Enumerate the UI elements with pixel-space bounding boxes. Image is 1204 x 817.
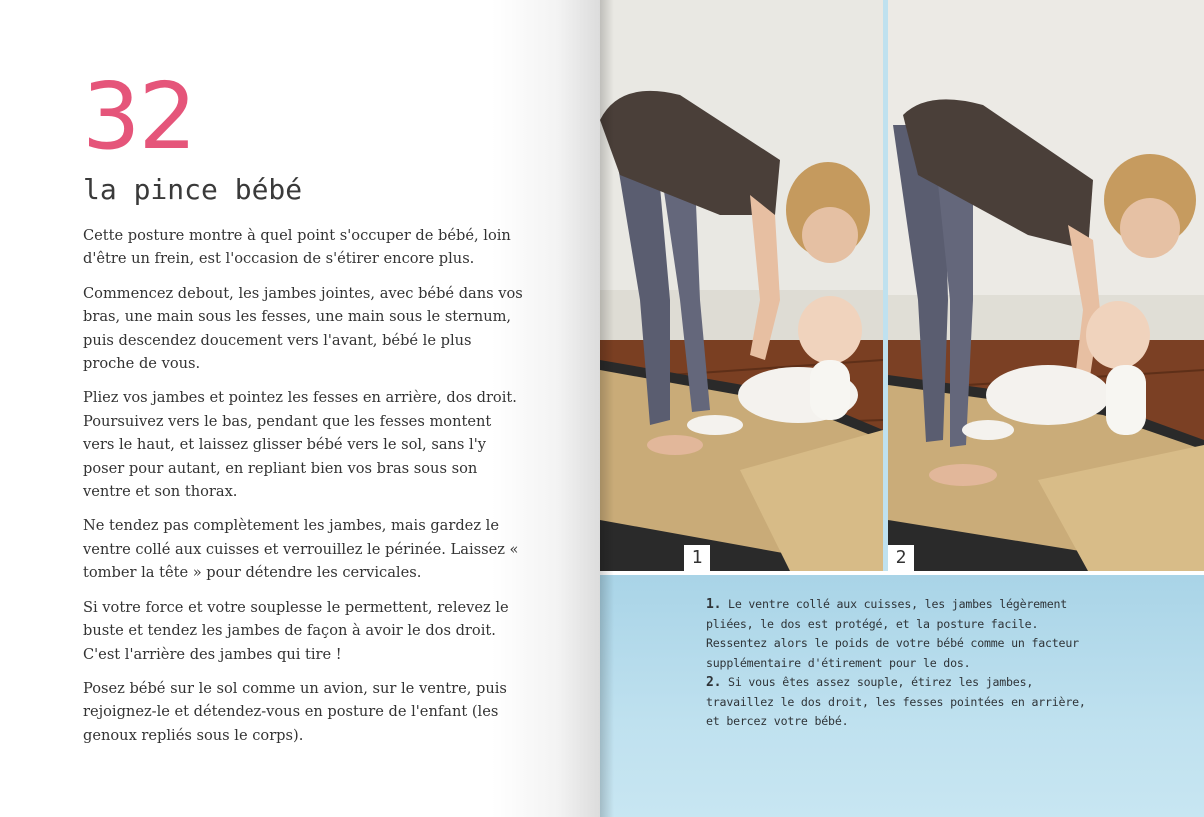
paragraph: Posez bébé sur le sol comme un avion, sur le ventre, puis rejoignez-le et détendez-vous en posture de l'enfant (les genoux repliés sous le corps).	[83, 679, 507, 744]
caption-body: Si vous êtes assez souple, étirez les jambes, travaillez le dos droit, les fesses pointées en arrière, et bercez votre bébé.	[706, 675, 1086, 728]
right-page	[600, 0, 1204, 817]
photo-step-2	[888, 0, 1204, 571]
caption-text	[706, 595, 1086, 732]
paragraph: Cette posture montre à quel point s'occuper de bébé, loin d'être un frein, est l'occasion de s'étirer encore plus.	[83, 227, 511, 268]
chapter-number: 32	[82, 63, 196, 170]
caption-body: Le ventre collé aux cuisses, les jambes légèrement pliées, le dos est protégé, et la posture facile. Ressentez alors le poids de votre bébé comme un facteur supplémentaire d'étirement pour le dos.	[706, 597, 1079, 670]
page-gutter	[600, 0, 614, 817]
paragraph: Si votre force et votre souplesse le permettent, relevez le buste et tendez les jambes de façon à avoir le dos droit. C'est l'arrière des jambes qui tire !	[83, 598, 509, 663]
paragraph: Ne tendez pas complètement les jambes, mais gardez le ventre collé aux cuisses et verrouillez le périnée. Laissez « tomber la tête » pour détendre les cervicales.	[83, 517, 519, 582]
left-page	[0, 0, 600, 817]
caption-panel	[600, 571, 1204, 817]
caption-number: 1.	[706, 597, 722, 612]
body-text	[83, 224, 523, 758]
photo-step-1	[600, 0, 883, 571]
photo-number: 1	[684, 545, 710, 571]
paragraph: Pliez vos jambes et pointez les fesses en arrière, dos droit. Poursuivez vers le bas, pendant que les fesses montent vers le haut, et laissez glisser bébé vers le sol, sans l'y poser pour autant, en repliant bien vos bras sous son ventre et son thorax.	[83, 389, 517, 501]
chapter-title: la pince bébé	[83, 173, 303, 206]
photo-illustration-1	[600, 0, 883, 571]
paragraph: Commencez debout, les jambes jointes, avec bébé dans vos bras, une main sous les fesses, une main sous le sternum, puis descendez doucement vers l'avant, bébé le plus proche de vous.	[83, 284, 523, 373]
photo-number: 2	[888, 545, 914, 571]
photo-illustration-2	[888, 0, 1204, 571]
caption-number: 2.	[706, 675, 722, 690]
